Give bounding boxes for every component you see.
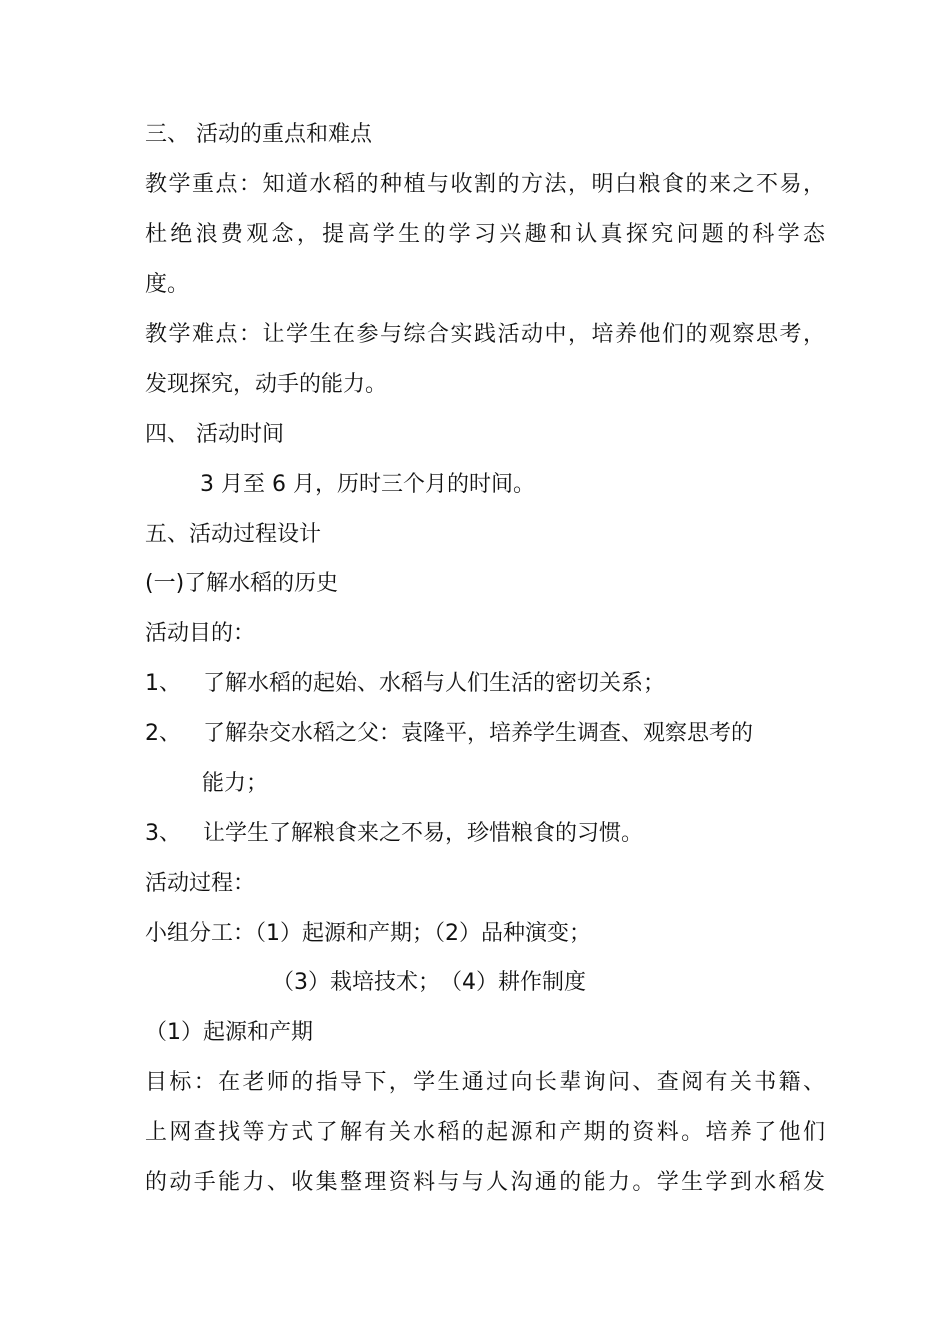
list-item-3-text: 让学生了解粮食来之不易，珍惜粮食的习惯。 [203,821,644,846]
subheading-origin: （1）起源和产期 [145,1020,313,1045]
list-item-3 [145,820,825,848]
list-item-2-continuation: 能力； [202,771,269,796]
section-heading-5: 五、活动过程设计 [145,522,322,547]
list-item-2 [145,720,825,748]
goal-line-2: 上网查找等方式了解有关水稻的起源和产期的资料。培养了他们 [145,1120,825,1145]
subsection-heading-1: (一)了解水稻的历史 [145,571,339,596]
section-heading-4: 四、 活动时间 [145,422,284,447]
list-item-1-text: 了解水稻的起始、水稻与人们生活的密切关系； [203,671,666,696]
teaching-focus-line-3: 度。 [145,272,190,297]
teaching-difficulty-line-1: 教学难点：让学生在参与综合实践活动中，培养他们的观察思考， [145,322,825,347]
list-item-1 [145,670,825,698]
list-number-1: 1、 [145,671,181,696]
list-number-2: 2、 [145,721,181,746]
goal-line-1: 目标：在老师的指导下，学生通过向长辈询问、查阅有关书籍、 [145,1070,825,1095]
goal-line-3: 的动手能力、收集整理资料与与人沟通的能力。学生学到水稻发 [145,1170,825,1195]
teaching-focus-line-2: 杜绝浪费观念，提高学生的学习兴趣和认真探究问题的科学态 [145,222,825,247]
activity-time-text: 3 月至 6 月，历时三个月的时间。 [200,472,535,497]
group-division-line-2: （3）栽培技术； （4）耕作制度 [272,970,586,995]
list-item-2-text: 了解杂交水稻之父：袁隆平，培养学生调查、观察思考的 [203,721,754,746]
teaching-focus-line-1: 教学重点：知道水稻的种植与收割的方法，明白粮食的来之不易， [145,172,825,197]
group-division-line-1: 小组分工：（1）起源和产期；（2）品种演变； [145,921,591,946]
teaching-difficulty-line-2: 发现探究，动手的能力。 [145,372,388,397]
activity-process-label: 活动过程： [145,871,256,896]
activity-purpose-label: 活动目的： [145,621,256,646]
section-heading-3: 三、 活动的重点和难点 [145,122,372,147]
list-number-3: 3、 [145,821,181,846]
